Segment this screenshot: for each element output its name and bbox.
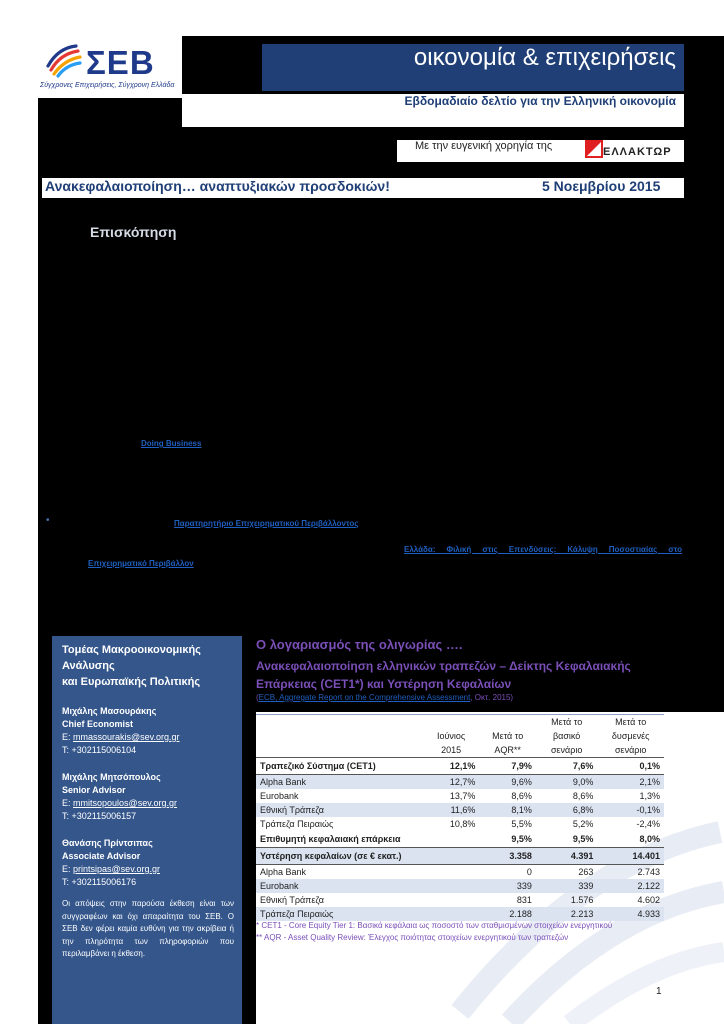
page-number: 1 xyxy=(656,986,662,997)
link-business-observatory[interactable]: Παρατηρητήριο Επιχειρηματικού Περιβάλλοντος xyxy=(174,519,359,528)
logo-wordmark: ΣΕΒ xyxy=(86,44,155,81)
box-source xyxy=(256,693,513,702)
table-cell: 11,6% xyxy=(423,803,480,817)
email-label: E: xyxy=(62,732,71,742)
sidebar-heading-line: Τομέας Μακροοικονομικής xyxy=(62,644,201,656)
source-link[interactable]: ECB, Aggregate Report on the Comprehensive Assessment xyxy=(258,693,471,702)
email-label: E: xyxy=(62,864,71,874)
link-investment-friendly-greece[interactable]: Ελλάδα: Φιλική στις Επενδύσεις: Κάλυψη Ποσοστιαίας στο xyxy=(404,545,682,554)
sev-logo-icon xyxy=(42,38,84,80)
row-label: Eurobank xyxy=(256,879,423,893)
table-cell xyxy=(423,893,480,907)
link-doing-business[interactable]: Doing Business xyxy=(141,439,202,448)
table-cell: 2.188 xyxy=(479,907,536,921)
table-row xyxy=(256,775,664,790)
publication-subtitle: Εβδομαδιαίο δελτίο για την Ελληνική οικονομία xyxy=(404,94,676,108)
table-section-row xyxy=(256,848,664,865)
table-cell: 339 xyxy=(479,879,536,893)
headline-date: 5 Νοεμβρίου 2015 xyxy=(542,178,661,194)
table-cell: 0 xyxy=(526,867,532,877)
table-cell: 12,7% xyxy=(423,775,480,790)
row-label: Τράπεζα Πειραιώς xyxy=(256,907,423,921)
table-cell xyxy=(423,865,480,880)
logo-tagline: Σύγχρονες Επιχειρήσεις, Σύγχρονη Ελλάδα xyxy=(40,82,175,89)
link-business-environment[interactable]: Επιχειρηματικό Περιβάλλον xyxy=(88,559,194,568)
table-cell: 8,0% xyxy=(639,834,660,844)
table-header-row xyxy=(256,715,664,758)
table-cell: 8,1% xyxy=(479,803,536,817)
contact-role: Associate Advisor xyxy=(62,851,141,861)
table-cell: 3.358 xyxy=(479,848,536,865)
row-label: Επιθυμητή κεφαλαιακή επάρκεια xyxy=(260,834,401,844)
row-label: Εθνική Τράπεζα xyxy=(256,803,423,817)
row-label: Alpha Bank xyxy=(256,775,423,790)
table-cell: 9,5% xyxy=(511,834,532,844)
contact-name: Μιχάλης Μασουράκης xyxy=(62,706,157,716)
table-cell xyxy=(423,848,480,865)
table-cell: 2.213 xyxy=(536,907,597,921)
row-label: Eurobank xyxy=(260,791,299,801)
table-cell xyxy=(423,907,480,921)
sidebar-panel xyxy=(52,636,242,1024)
capital-table xyxy=(256,714,664,921)
table-cell: 0,1% xyxy=(597,758,664,775)
table-cell: 9,6% xyxy=(479,775,536,790)
sidebar-heading-line: Ανάλυσης xyxy=(62,660,115,672)
table-cell: -0,1% xyxy=(597,803,664,817)
table-cell: 2.743 xyxy=(637,867,660,877)
table-cell: 2,1% xyxy=(597,775,664,790)
source-open: ( xyxy=(256,693,259,702)
table-cell: 4.391 xyxy=(536,848,597,865)
box-title: Ο λογαριασμός της ολιγωρίας …. xyxy=(256,637,463,652)
table-cell: 9,0% xyxy=(536,775,597,790)
ellaktor-logo-icon xyxy=(585,140,603,158)
headline-title: Ανακεφαλαιοποίηση… αναπτυξιακών προσδοκιών! xyxy=(45,178,390,194)
row-label: Alpha Bank xyxy=(260,867,307,877)
column-header: Μετά το βασικό σενάριο xyxy=(536,715,597,758)
table-row xyxy=(256,817,664,831)
table-row xyxy=(256,803,664,817)
column-header: Μετά το AQR** xyxy=(479,715,536,758)
contact-name: Θανάσης Πρίντσιπας xyxy=(62,838,153,848)
table-cell: 14.401 xyxy=(597,848,664,865)
table-cell: 2.122 xyxy=(597,879,664,893)
sidebar-heading-line: και Ευρωπαϊκής Πολιτικής xyxy=(62,676,201,688)
table-cell: 10,8% xyxy=(449,819,476,829)
footnote: * CET1 - Core Equity Tier 1: Βασικά κεφάλαια ως ποσοστό των σταθμισμένων στοιχείων ενεργητικού xyxy=(256,921,613,930)
source-close: , Οκτ. 2015) xyxy=(470,693,514,702)
table-cell: 5,2% xyxy=(572,819,594,829)
footnote: ** AQR - Asset Quality Review: Έλεγχος ποιότητας στοιχείων ενεργητικού των τραπεζών xyxy=(256,933,569,942)
table-cell: 339 xyxy=(536,879,597,893)
contact-email-link[interactable]: mmassourakis@sev.org.gr xyxy=(73,732,180,742)
table-cell xyxy=(423,879,480,893)
email-label: E: xyxy=(62,798,71,808)
table-cell: 12,1% xyxy=(423,758,480,775)
column-header: Μετά το δυσμενές σενάριο xyxy=(597,715,664,758)
table-cell: 8,6% xyxy=(511,791,532,801)
sponsor-text: Με την ευγενική χορηγία της xyxy=(415,140,553,152)
box-subtitle: Ανακεφαλαιοποίηση ελληνικών τραπεζών – Δείκτης Κεφαλαιακής Επάρκειας (CET1*) και Υστέρηση Κεφαλαίων xyxy=(256,659,631,691)
table-cell: 831 xyxy=(516,895,532,905)
row-label: Υστέρηση κεφαλαίων (σε € εκατ.) xyxy=(256,848,423,865)
table-cell: 13,7% xyxy=(449,791,476,801)
table-cell: 7,9% xyxy=(479,758,536,775)
contact-phone: T: +302115006104 xyxy=(62,745,137,755)
table-cell xyxy=(423,831,480,848)
row-label: Τράπεζα Πειραιώς xyxy=(260,819,334,829)
table-cell: 1.576 xyxy=(570,895,594,905)
table-cell: 4.602 xyxy=(637,895,660,905)
table-row xyxy=(256,865,664,880)
contact-role: Chief Economist xyxy=(62,719,134,729)
contact-name: Μιχάλης Μητσόπουλος xyxy=(62,772,161,782)
table-summary-row xyxy=(256,831,664,848)
table-cell: 6,8% xyxy=(536,803,597,817)
table-row xyxy=(256,893,664,907)
bullet-icon: • xyxy=(46,515,50,526)
row-label: Τραπεζικό Σύστημα (CET1) xyxy=(256,758,423,775)
disclaimer-text: Οι απόψεις στην παρούσα έκθεση είναι των συγγραφέων και όχι απαραίτητα του ΣΕΒ. Ο ΣΕΒ δεν φέρει καμία ευθύνη για την ακρίβεια ή την πληρότητα των πληροφοριών που περιλαμβάνει η έκθεση. xyxy=(62,899,234,958)
table-cell: 9,5% xyxy=(572,834,594,844)
publication-title: οικονομία & επιχειρήσεις xyxy=(413,44,676,71)
table-row xyxy=(256,907,664,921)
table-cell: 1,3% xyxy=(639,791,660,801)
contact-role: Senior Advisor xyxy=(62,785,126,795)
contact-phone: T: +302115006157 xyxy=(62,811,137,821)
contact-email-link[interactable]: printsipas@sev.org.gr xyxy=(73,864,161,874)
table-cell: 4.933 xyxy=(597,907,664,921)
table-cell: 8,6% xyxy=(572,791,594,801)
contact-phone: T: +302115006176 xyxy=(62,877,137,887)
table-cell: 263 xyxy=(578,867,594,877)
column-header xyxy=(256,715,423,758)
table-section-row xyxy=(256,758,664,775)
sponsor-logo-text: ΕΛΛΑΚΤΩΡ xyxy=(603,146,672,158)
table-cell: -2,4% xyxy=(636,819,660,829)
column-header: Ιούνιος 2015 xyxy=(423,715,480,758)
row-label: Εθνική Τράπεζα xyxy=(260,895,324,905)
table-row xyxy=(256,789,664,803)
table-row xyxy=(256,879,664,893)
table-cell: 7,6% xyxy=(536,758,597,775)
overview-heading: Επισκόπηση xyxy=(90,224,177,240)
contact-email-link[interactable]: mmitsopoulos@sev.org.gr xyxy=(73,798,178,808)
sponsor-logo xyxy=(585,140,672,162)
table-cell: 5,5% xyxy=(511,819,532,829)
